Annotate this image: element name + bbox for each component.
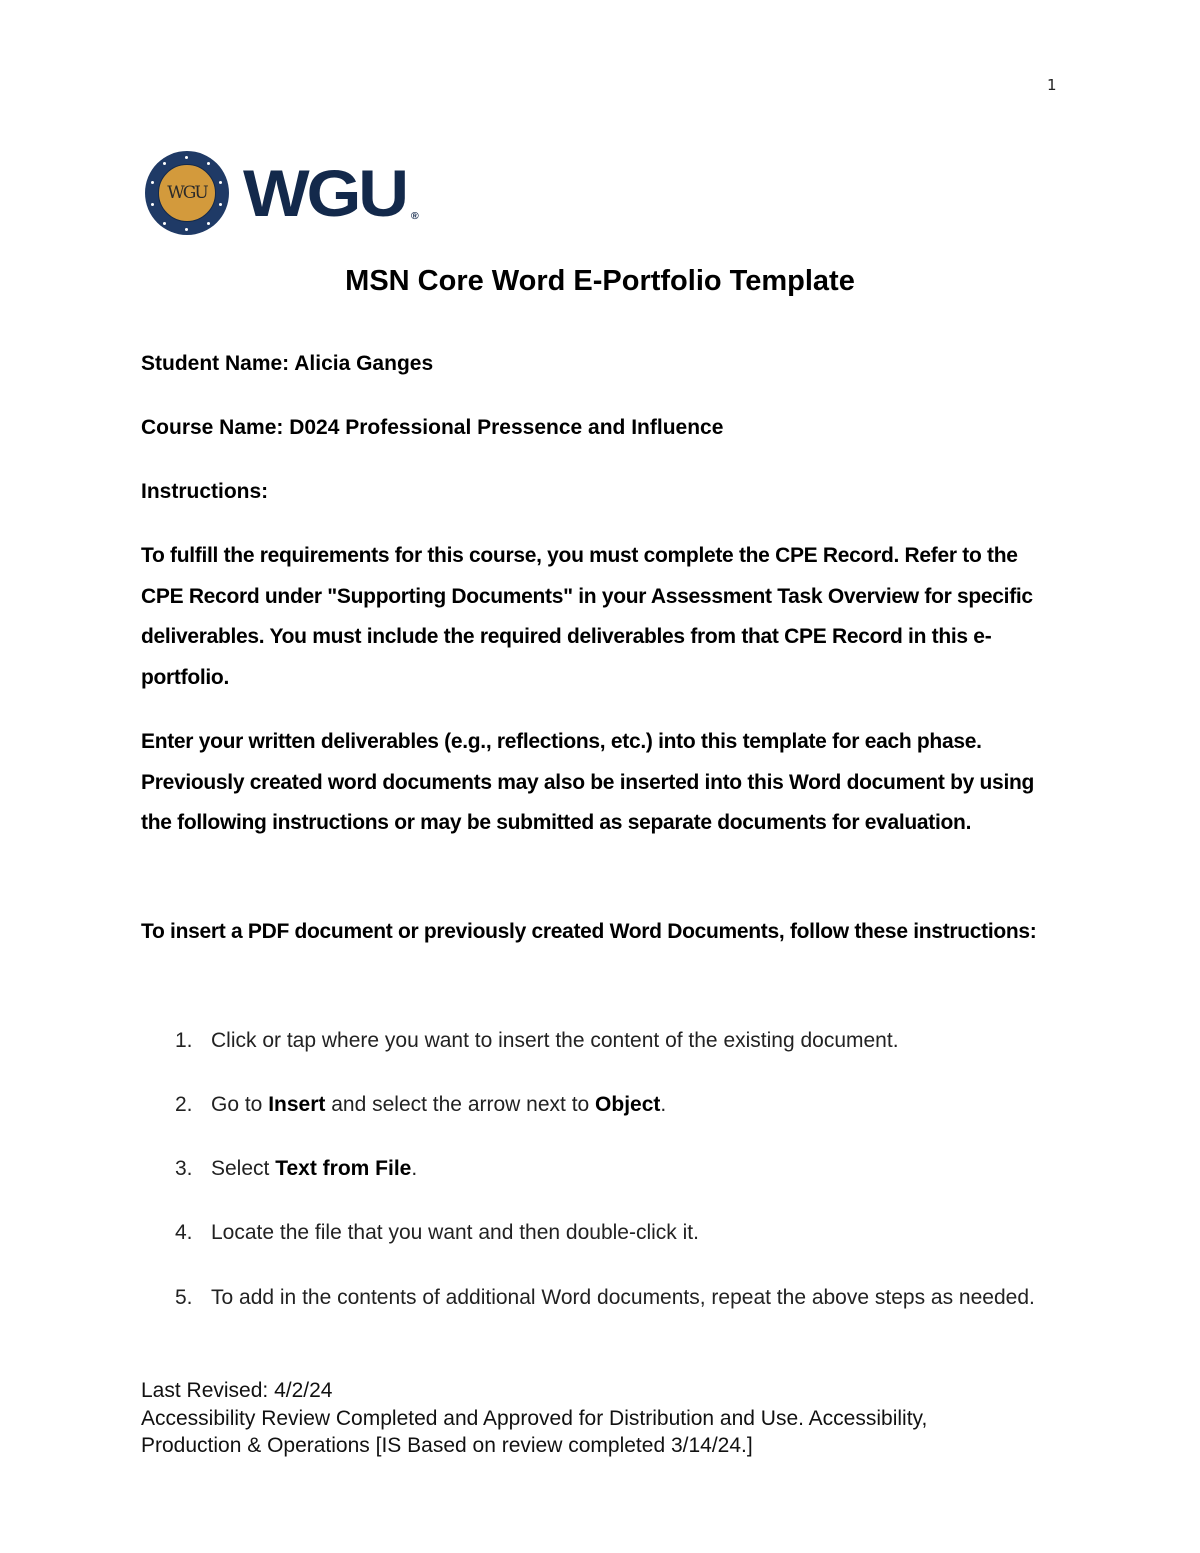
deliverables-paragraph: Enter your written deliverables (e.g., reflections, etc.) into this template for each phase. Previously created word documents may also be inserted into this Word document by using the following instructions or may be submitted as separate documents for evaluation. — [141, 730, 1035, 834]
course-name: Course Name: D024 Professional Pressence and Influence — [141, 416, 724, 439]
student-name: Student Name: Alicia Ganges — [141, 352, 434, 375]
list-item — [175, 1085, 1055, 1125]
list-item — [175, 1149, 1055, 1189]
registered-mark: ® — [410, 211, 419, 222]
page-number: 1 — [1047, 76, 1057, 94]
revision-footer — [141, 1377, 927, 1460]
list-number: 3. — [175, 1157, 193, 1180]
instructions-heading: Instructions: — [141, 480, 269, 503]
last-revised: Last Revised: 4/2/24 — [141, 1379, 333, 1402]
list-text: Select Text from File. — [211, 1157, 418, 1180]
list-text: Locate the file that you want and then double-click it. — [211, 1221, 699, 1244]
insert-instructions-paragraph: To insert a PDF document or previously created Word Documents, follow these instructions: — [141, 920, 1037, 943]
list-item — [175, 1278, 1055, 1318]
list-text: To add in the contents of additional Word documents, repeat the above steps as needed. — [211, 1286, 1035, 1309]
list-item — [175, 1213, 1055, 1253]
cpe-record-paragraph: To fulfill the requirements for this course, you must complete the CPE Record. Refer to the CPE Record under "Supporting Documents" in your Assessment Task Overview for specific deliverables. You must include the required deliverables from that CPE Record in this e-portfolio. — [141, 544, 1033, 689]
list-text: Click or tap where you want to insert the content of the existing document. — [211, 1029, 899, 1052]
list-number: 5. — [175, 1286, 193, 1309]
list-text: Go to Insert and select the arrow next to Object. — [211, 1093, 667, 1116]
accessibility-note-line-2: Production & Operations [IS Based on review completed 3/14/24.] — [141, 1434, 753, 1457]
accessibility-note-line-1: Accessibility Review Completed and Approved for Distribution and Use. Accessibility, — [141, 1406, 928, 1430]
wordmark-text: WGU — [243, 156, 406, 230]
university-seal-icon — [145, 151, 229, 235]
list-number: 1. — [175, 1029, 193, 1052]
wgu-wordmark — [243, 156, 419, 230]
wgu-logo — [145, 150, 419, 236]
list-number: 4. — [175, 1221, 193, 1244]
list-number: 2. — [175, 1093, 193, 1116]
seal-monogram: WGU — [158, 164, 216, 222]
document-title: MSN Core Word E-Portfolio Template — [345, 265, 855, 297]
list-item — [175, 1021, 1055, 1061]
